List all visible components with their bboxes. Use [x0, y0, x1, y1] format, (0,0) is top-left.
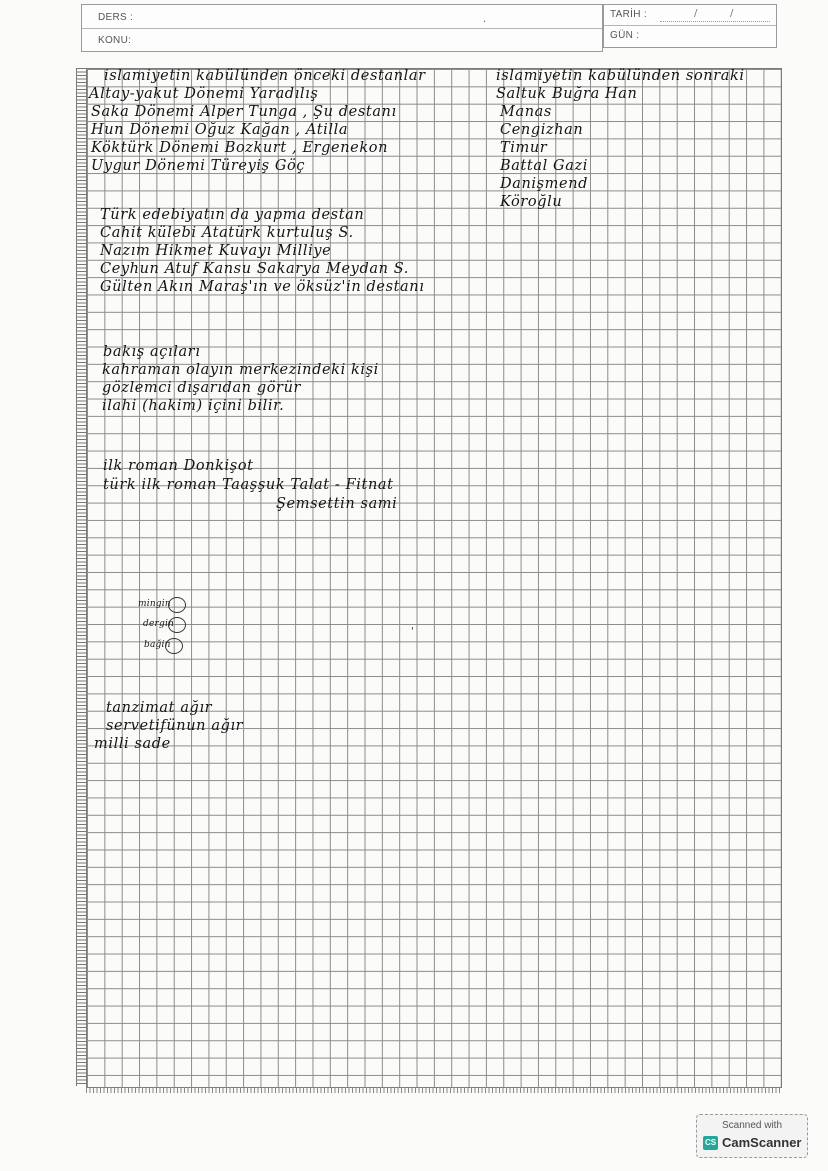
stray-dot: .	[483, 14, 487, 25]
note-line: ilahi (hakim) içini bilir.	[102, 398, 285, 414]
note-line: Cahit külebi Atatürk kurtuluş S.	[100, 225, 354, 241]
circle-mark	[168, 617, 186, 633]
note-line: türk ilk roman Taaşşuk Talat - Fitnat	[103, 477, 394, 493]
camscanner-name: CamScanner	[722, 1135, 802, 1150]
note-line: Uygur Dönemi Türeyiş Göç	[91, 158, 306, 174]
note-heading: bakış açıları	[103, 344, 201, 360]
note-line: Altay-yakut Dönemi Yaradılış	[89, 86, 319, 102]
circled-word: mingin	[138, 599, 171, 609]
note-line: Cengizhan	[500, 122, 584, 138]
scanned-with-text: Scanned with	[721, 1120, 783, 1131]
note-line: Battal Gazi	[500, 158, 588, 174]
note-line: Ceyhun Atuf Kansu Sakarya Meydan S.	[100, 261, 409, 277]
tarih-gun-box	[603, 4, 777, 48]
camscanner-watermark	[696, 1114, 808, 1158]
note-line: Manas	[500, 104, 552, 120]
ruler-bottom	[86, 1087, 780, 1093]
note-line: servetifünun ağır	[106, 718, 244, 734]
note-line: Şemsettin sami	[276, 496, 398, 512]
circled-word: bağin	[144, 640, 171, 650]
tarih-blank-line	[660, 20, 770, 22]
stray-mark: '	[411, 626, 414, 637]
note-line: kahraman olayın merkezindeki kişi	[102, 362, 379, 378]
note-line: Nazım Hikmet Kuvayı Milliye	[100, 243, 332, 259]
tarih-label: TARİH :	[610, 9, 647, 20]
gun-label: GÜN :	[610, 30, 640, 41]
note-line: gözlemci dışarıdan görür	[102, 380, 302, 396]
note-line: Gülten Akın Maraş'ın ve öksüz'in destanı	[100, 279, 425, 295]
note-line: Danişmend	[500, 176, 589, 192]
ders-label: DERS :	[98, 12, 134, 23]
note-line: islamiyetin kabülünden sonraki	[496, 68, 745, 84]
konu-label: KONU:	[98, 35, 132, 46]
note-line: tanzimat ağır	[106, 700, 213, 716]
note-line: Köktürk Dönemi Bozkurt , Ergenekon	[91, 140, 389, 156]
note-line: Türk edebiyatın da yapma destan	[100, 207, 365, 223]
note-line: Köroğlu	[500, 194, 563, 210]
date-slash: /	[730, 8, 734, 19]
circle-mark	[168, 597, 186, 613]
header-divider	[604, 25, 776, 26]
header-divider	[82, 28, 602, 29]
note-line: milli sade	[94, 736, 171, 752]
note-line: ilk roman Donkişot	[103, 458, 254, 474]
camscanner-logo-icon: CS	[703, 1136, 718, 1150]
note-line: Saka Dönemi Alper Tunga , Şu destanı	[91, 104, 397, 120]
circled-word: dergin	[143, 619, 175, 629]
note-line: Hun Dönemi Oğuz Kağan , Atilla	[91, 122, 349, 138]
note-line: islamiyetin kabülünden önceki destanlar	[104, 68, 426, 84]
ders-konu-box	[81, 4, 603, 52]
note-line: Timur	[500, 140, 548, 156]
note-line: Saltuk Buğra Han	[496, 86, 638, 102]
date-slash: /	[694, 8, 698, 19]
circle-mark	[165, 638, 183, 654]
